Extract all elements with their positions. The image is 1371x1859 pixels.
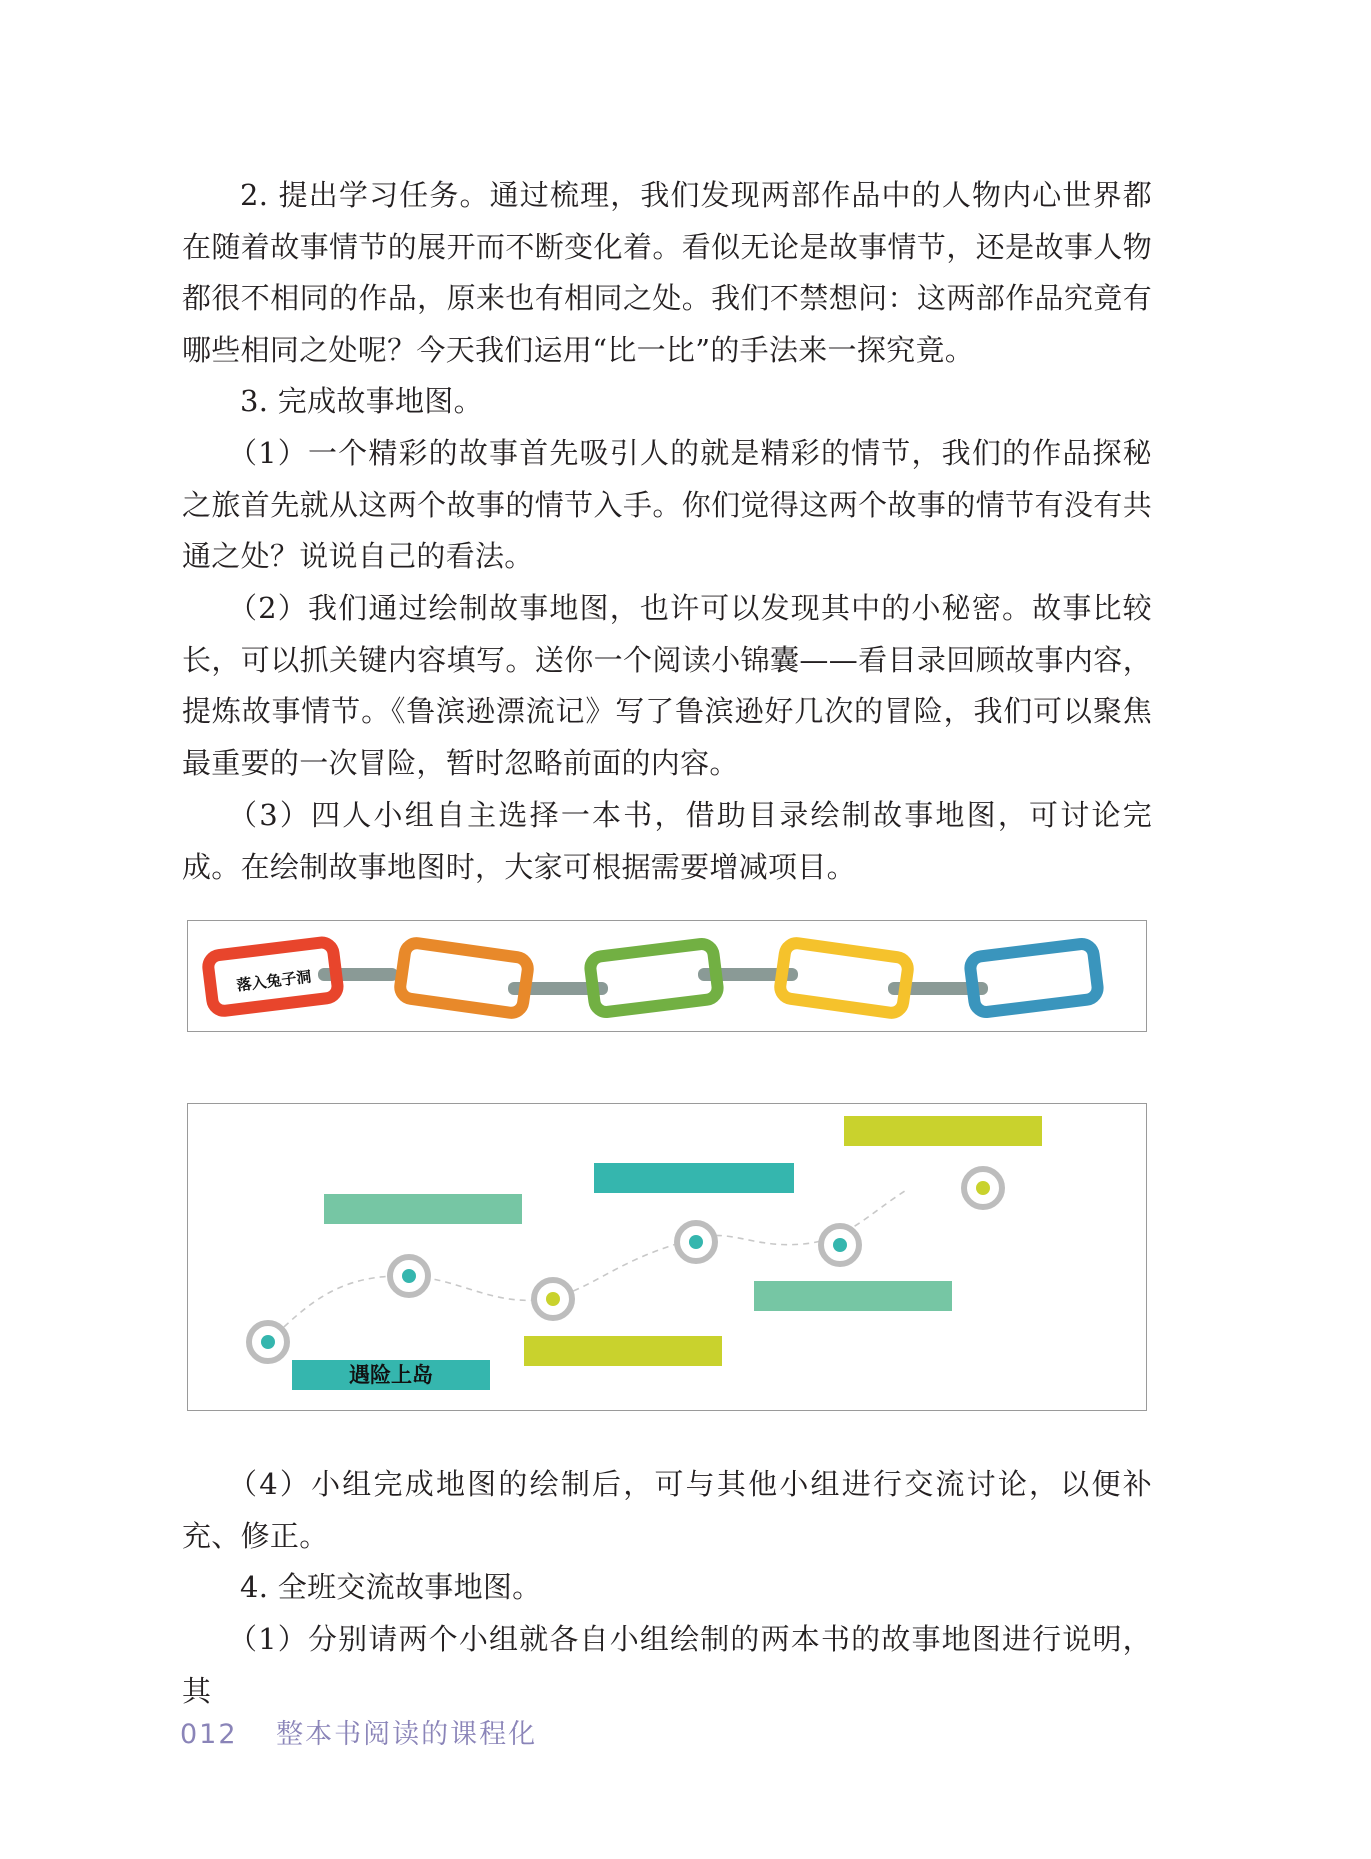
event-bar-6: [844, 1116, 1042, 1146]
story-path-figure: [187, 1103, 1147, 1411]
paragraph-exchange-step-1: （1）分别请两个小组就各自小组绘制的两本书的故事地图进行说明，其: [182, 1622, 1152, 1708]
story-chain-figure: [187, 920, 1147, 1032]
path-node: [821, 1226, 859, 1264]
chain-link-5: [969, 943, 1099, 1014]
chain-link-1-label: 落入兔子洞: [235, 967, 313, 995]
event-bar-2: [324, 1194, 522, 1224]
path-node: [390, 1257, 428, 1295]
paragraph-story-map-heading: 3. 完成故事地图。: [240, 384, 483, 418]
page-number: 012: [180, 1719, 238, 1750]
chain-link-2: [399, 942, 530, 1015]
page-footer: [180, 1712, 537, 1751]
book-title: 整本书阅读的课程化: [276, 1719, 538, 1750]
event-bar-4: [594, 1163, 794, 1193]
chain-link-4: [779, 942, 910, 1015]
path-node: [249, 1323, 287, 1361]
paragraph-step-3: （3）四人小组自主选择一本书，借助目录绘制故事地图，可讨论完成。在绘制故事地图时，大家可根据需要增减项目。: [182, 798, 1152, 884]
paragraph-step-2: （2）我们通过绘制故事地图，也许可以发现其中的小秘密。故事比较长，可以抓关键内容填写。送你一个阅读小锦囊——看目录回顾故事内容，提炼故事情节。《鲁滨逊漂流记》写了鲁滨逊好几次的冒险，我们可以聚焦最重要的一次冒险，暂时忽略前面的内容。: [182, 591, 1152, 780]
paragraph-task: 2. 提出学习任务。通过梳理，我们发现两部作品中的人物内心世界都在随着故事情节的展开而不断变化着。看似无论是故事情节，还是故事人物都很不相同的作品，原来也有相同之处。我们不禁想问：这两部作品究竟有哪些相同之处呢？今天我们运用“比一比”的手法来一探究竟。: [182, 178, 1152, 367]
event-bar-3: [524, 1336, 722, 1366]
path-node: [534, 1280, 572, 1318]
chain-connectors: [318, 968, 988, 995]
paragraph-class-exchange-heading: 4. 全班交流故事地图。: [240, 1570, 542, 1604]
path-node: [964, 1169, 1002, 1207]
event-bar-1-label: 遇险上岛: [349, 1363, 433, 1387]
paragraph-step-1: （1）一个精彩的故事首先吸引人的就是精彩的情节，我们的作品探秘之旅首先就从这两个故事的情节入手。你们觉得这两个故事的情节有没有共通之处？说说自己的看法。: [182, 436, 1152, 573]
event-bar-5: [754, 1281, 952, 1311]
path-node: [677, 1223, 715, 1261]
paragraph-step-4: （4）小组完成地图的绘制后，可与其他小组进行交流讨论，以便补充、修正。: [182, 1467, 1152, 1553]
